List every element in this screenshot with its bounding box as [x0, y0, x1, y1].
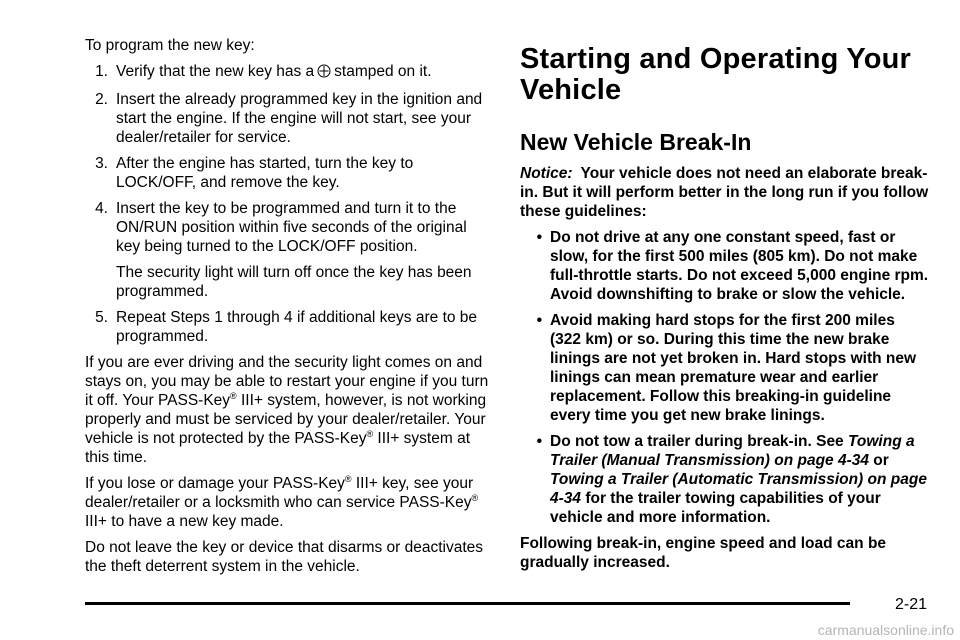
list-item: • Avoid making hard stops for the first 200 miles (322 km) or so. During this time the new brake linings are not yet broken in. Hard stops with new linings can mean premature wear and earlier replacement. Follow this breaking-in guideline every time you get new brake linings.	[520, 311, 930, 425]
program-intro: To program the new key:	[85, 37, 255, 54]
watermark: carmanualsonline.info	[817, 622, 954, 638]
step-4-note: The security light will turn off once the key has been programmed.	[116, 264, 472, 300]
step-3: 3. After the engine has started, turn the key to LOCK/OFF, and remove the key.	[95, 155, 414, 191]
subsection-title: New Vehicle Break-In	[520, 129, 752, 155]
list-item: • Do not drive at any one constant speed, fast or slow, for the first 500 miles (805 km). Do not make full-throttle starts. Do not exceed 5,000 engine rpm. Avoid downshifting to brake or slow the vehicle.	[520, 228, 930, 304]
closing-paragraph: Following break-in, engine speed and load can be gradually increased.	[520, 535, 887, 571]
step-4: 4. Insert the key to be programmed and turn it to the ON/RUN position within five seconds of the original key being turned to the LOCK/OFF position.	[95, 200, 467, 255]
bullet-icon: •	[536, 229, 542, 246]
left-column	[85, 36, 495, 583]
step-2: 2. Insert the already programmed key in the ignition and start the engine. If the engine will not start, see your dealer/retailer for service.	[95, 91, 483, 146]
page-number: 2-21	[894, 596, 927, 613]
registered-mark: ®	[471, 493, 479, 503]
registered-mark: ®	[230, 391, 237, 401]
step-1: 1. Verify that the new key has a stamped on it.	[85, 62, 495, 83]
registered-mark: ®	[344, 474, 352, 484]
bullet-icon: •	[536, 433, 542, 450]
list-item: • Do not tow a trailer during break-in. See Towing a Trailer (Manual Transmission) on page 4-34 or Towing a Trailer (Automatic Transmission) on page 4-34 for the trailer towing capabilities of your vehicle and more information.	[520, 432, 930, 527]
step-5: 5. Repeat Steps 1 through 4 if additional keys are to be programmed.	[95, 309, 478, 345]
right-column	[520, 36, 930, 579]
towing-automatic-reference: Towing a Trailer (Automatic Transmission) on page 4-34	[550, 471, 927, 507]
towing-manual-reference: Towing a Trailer (Manual Transmission) on page 4-34	[550, 433, 915, 469]
key-symbol-icon	[317, 64, 331, 83]
theft-deterrent-paragraph: Do not leave the key or device that disarms or deactivates the theft deterrent system in the vehicle.	[85, 539, 484, 575]
break-in-guidelines	[520, 228, 930, 527]
lost-key-paragraph: If you lose or damage your PASS-Key® III+ key, see your dealer/retailer or a locksmith who can service PASS-Key® III+ to have a new key made.	[85, 474, 479, 530]
notice-label: Notice:	[520, 165, 573, 182]
footer-rule	[85, 602, 850, 605]
section-title: Starting and Operating Your Vehicle	[520, 43, 912, 106]
registered-mark: ®	[366, 429, 374, 439]
bullet-icon: •	[536, 312, 542, 329]
notice-paragraph: Notice: Your vehicle does not need an elaborate break-in. But it will perform better in the long run if you follow these guidelines:	[520, 165, 929, 220]
security-light-paragraph: If you are ever driving and the security light comes on and stays on, you may be able to restart your engine if you turn it off. Your PASS-Key® III+ system, however, is not working properly and must be serviced by your dealer/retailer. Your vehicle is not protected by the PASS-Key® III+ system at this time.	[85, 354, 489, 466]
